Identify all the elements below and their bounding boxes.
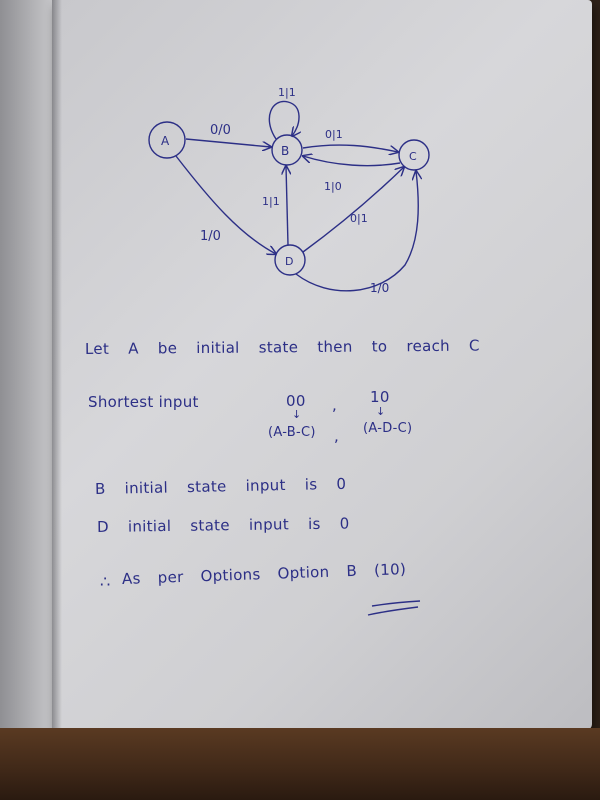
input-00: 00 (286, 392, 306, 410)
edge-label-b-self: 1|1 (278, 86, 296, 99)
path-a-b-c: (A-B-C) (268, 425, 316, 440)
state-a-label: A (161, 134, 170, 148)
edge-label-a-b: 0/0 (210, 123, 231, 138)
note-word: then (317, 337, 353, 356)
edge-label-b-c: 0|1 (325, 128, 343, 141)
note-line-3: B initial state input is 0 (94, 474, 347, 498)
note-word: initial (196, 338, 240, 358)
edge-label-d-c-curve: 1/0 (370, 281, 390, 295)
note-word: be (157, 339, 178, 358)
shortest-input-label: Shortest input (88, 393, 199, 411)
state-d-label: D (285, 255, 294, 268)
note-line-4: D initial state input is 0 (96, 514, 350, 536)
note-word: reach (406, 336, 451, 356)
input-10: 10 (370, 388, 390, 406)
state-b-label: B (281, 144, 290, 158)
path-a-d-c: (A-D-C) (363, 421, 413, 436)
edge-label-d-c: 0|1 (350, 212, 368, 225)
note-word: Let (84, 339, 110, 358)
therefore-symbol: ∴ (100, 572, 111, 591)
input-separator: , (332, 396, 338, 414)
down-arrow-icon: ↓ (376, 405, 386, 418)
note-word: A (128, 339, 139, 358)
state-c-label: C (409, 150, 417, 163)
edge-label-d-b: 1|1 (262, 195, 280, 208)
edge-label-c-b: 1|0 (324, 180, 342, 193)
note-word: C (468, 336, 480, 355)
path-comma: , (334, 427, 340, 445)
note-word: to (371, 337, 388, 356)
edge-label-a-d: 1/0 (200, 229, 221, 244)
note-word: state (258, 338, 299, 357)
down-arrow-icon: ↓ (292, 408, 302, 421)
conclusion-text: As per Options Option B (10) (121, 560, 407, 588)
